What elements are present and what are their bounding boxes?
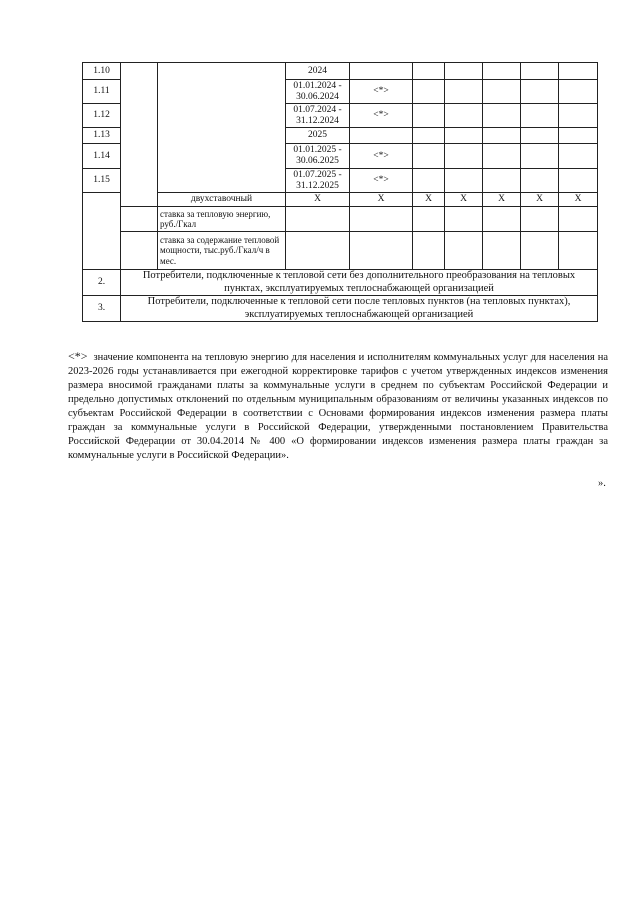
footnote [68,349,608,463]
table-row [83,207,598,232]
table-row [83,63,598,80]
row-number: 1.15 [83,169,121,193]
value-cell [350,128,413,144]
rate-capacity-label: ставка за содержание тепловой мощности, тыс.руб./Гкал/ч в мес. [158,232,286,270]
table-row [83,296,598,322]
x-mark: X [350,193,413,207]
x-mark: X [286,193,350,207]
row-number: 1.12 [83,104,121,128]
period-cell: 2024 [286,63,350,80]
value-cell: <*> [350,104,413,128]
x-mark: X [483,193,521,207]
period-cell: 01.07.2025 - 31.12.2025 [286,169,350,193]
x-mark: X [521,193,559,207]
empty-cell [83,193,121,270]
row-number: 1.13 [83,128,121,144]
table-row [83,232,598,270]
rate-energy-label: ставка за тепловую энергию, руб./Гкал [158,207,286,232]
value-cell: <*> [350,144,413,169]
empty-cell [158,63,286,193]
closing-quote: ». [598,478,606,489]
period-cell: 2025 [286,128,350,144]
row-number: 1.10 [83,63,121,80]
x-mark: X [559,193,598,207]
x-mark: X [445,193,483,207]
footnote-marker: <*> [68,349,88,363]
section-number: 2. [83,270,121,296]
section-number: 3. [83,296,121,322]
value-cell: <*> [350,169,413,193]
period-cell: 01.01.2025 - 30.06.2025 [286,144,350,169]
row-number: 1.11 [83,80,121,104]
table-row [83,193,598,207]
two-part-label: двухставочный [158,193,286,207]
empty-cell [121,63,158,207]
period-cell: 01.01.2024 - 30.06.2024 [286,80,350,104]
period-cell: 01.07.2024 - 31.12.2024 [286,104,350,128]
value-cell: <*> [350,80,413,104]
x-mark: X [413,193,445,207]
row-number: 1.14 [83,144,121,169]
section-title: Потребители, подключенные к тепловой сети после тепловых пунктов (на тепловых пунктах), эксплуатируемых теплоснабжающей организацией [121,296,598,322]
table-row [83,270,598,296]
footnote-text: значение компонента на тепловую энергию для населения и исполнителям коммунальных услуг для населения на 2023-2026 годы устанавливается при ежегодной корректировке тарифов с учетом утвержденных индексов изменения размера вносимой гражданами платы за коммунальные услуги в среднем по субъектам Российской Федерации и предельно допустимых отклонений по отдельным муниципальным образованиям от величины указанных индексов по субъектам Российской Федерации в соответствии с Основами формирования индексов изменения размера платы граждан за коммунальные услуги в Российской Федерации, утвержденными постановлением Правительства Российской Федерации от 30.04.2014 № 400 «О формировании индексов изменения размера платы граждан за коммунальные услуги в Российской Федерации». [68,352,608,461]
value-cell [350,63,413,80]
tariff-table [82,62,598,322]
section-title: Потребители, подключенные к тепловой сети без дополнительного преобразования на тепловых пунктах, эксплуатируемых теплоснабжающей организацией [121,270,598,296]
